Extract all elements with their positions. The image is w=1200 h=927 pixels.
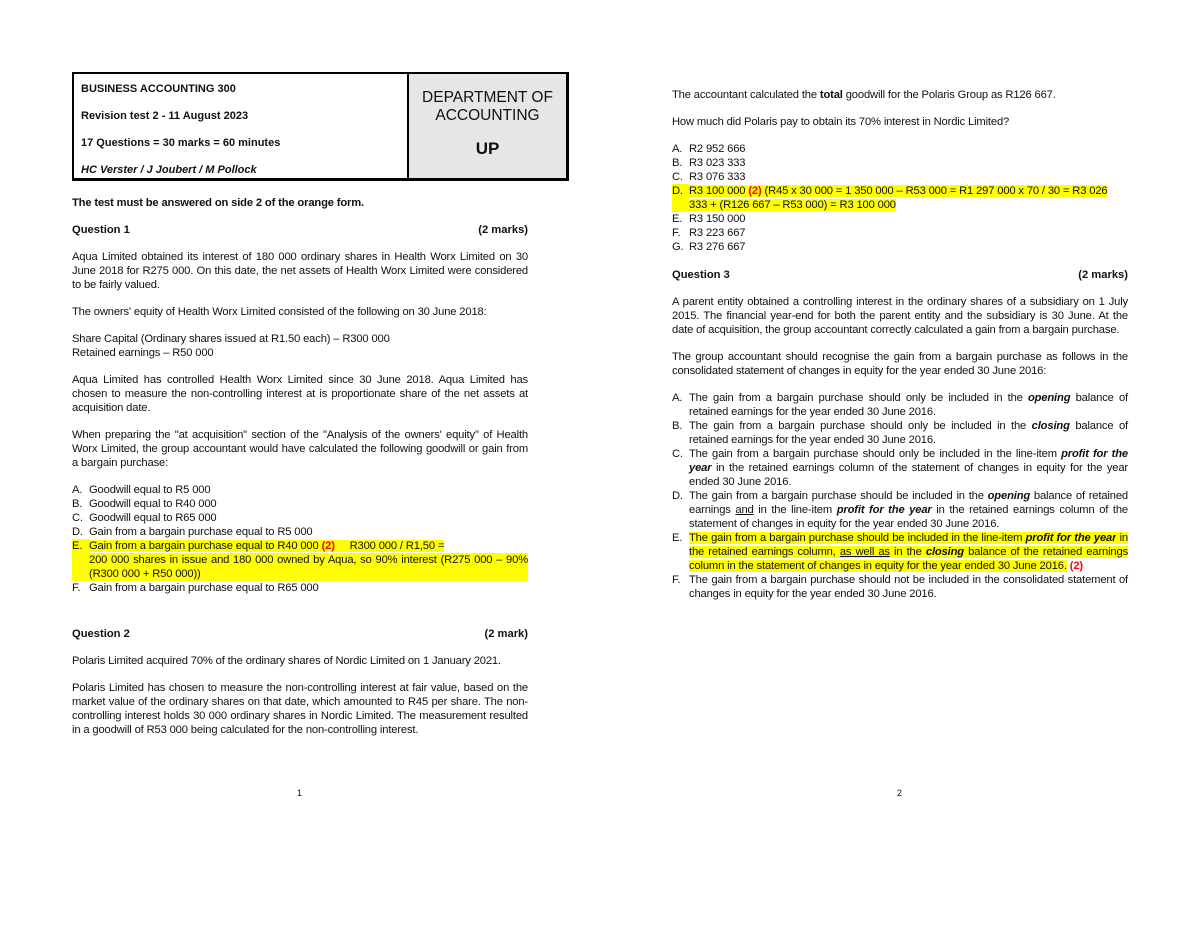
- university-abbrev: UP: [475, 139, 500, 158]
- q1-option-c[interactable]: C. Goodwill equal to R65 000: [72, 512, 217, 524]
- question-2-marks: (2 mark): [484, 628, 528, 640]
- q2-option-g[interactable]: G. R3 276 667: [672, 241, 746, 253]
- q1-line-1: Share Capital (Ordinary shares issued at R1.50 each) – R300 000: [72, 333, 390, 345]
- q3-option-e-mark: (2): [1069, 560, 1083, 572]
- q2-options: [672, 142, 1128, 254]
- instruction: The test must be answered on side 2 of the orange form.: [72, 197, 365, 209]
- department-panel: [409, 74, 566, 178]
- q1-para-2: The owners' equity of Health Worx Limited consisted of the following on 30 June 2018:: [72, 306, 487, 318]
- q1-option-e[interactable]: E. Gain from a bargain purchase equal to R40 000 (2) R300 000 / R1,50 = 200 000 shares in issue and 180 000 owned by Aqua, so 90% interest (R275 000 – 90%(R300 000 + R50 000)): [72, 540, 528, 580]
- q2-para-3: The accountant calculated the total goodwill for the Polaris Group as R126 667.: [672, 89, 1056, 101]
- header-box: [72, 72, 569, 181]
- q2-para-4: How much did Polaris pay to obtain its 70% interest in Nordic Limited?: [672, 116, 1010, 128]
- q1-option-f[interactable]: F. Gain from a bargain purchase equal to R65 000: [72, 582, 319, 594]
- question-3-title: Question 3: [672, 269, 730, 281]
- q3-options: [672, 391, 1128, 601]
- q1-line-2: Retained earnings – R50 000: [72, 347, 214, 359]
- q1-option-e-mark: (2): [321, 540, 335, 552]
- q3-option-b[interactable]: B. The gain from a bargain purchase should only be included in the closing balance of retained earnings for the year ended 30 June 2016.: [672, 420, 1128, 446]
- q2-option-d[interactable]: D. R3 100 000 (2) (R45 x 30 000 = 1 350 000 – R53 000 = R1 297 000 x 70 / 30 = R3 026 333 + (R126 667 – R53 000) = R3 100 000: [672, 185, 1108, 211]
- dept-line-2: ACCOUNTING: [435, 107, 540, 124]
- question-1-header: [72, 223, 528, 237]
- q1-option-e-calc-2: 200 000 shares in issue and 180 000 owned by Aqua, so 90% interest (R275 000 – 90%(R300 000 + R50 000)): [89, 554, 528, 580]
- header-info: [74, 74, 409, 178]
- q3-para-1: A parent entity obtained a controlling interest in the ordinary shares of a subsidiary on 1 July 2015. The financial year-end for both the parent entity and the subsidiary is 30 June. At the date of acquisition, the group accountant correctly calculated a gain from a bargain purchase.: [672, 296, 1128, 336]
- q2-option-f[interactable]: F. R3 223 667: [672, 227, 746, 239]
- q1-option-e-calc-1: R300 000 / R1,50 =: [349, 540, 445, 552]
- q3-option-e[interactable]: E. The gain from a bargain purchase should be included in the line-item profit for the year in the retained earnings column, as well as in the closing balance of the retained earnings column in the statement of changes in equity for the year ended 30 June 2016. (2): [672, 532, 1129, 572]
- q2-option-a[interactable]: A. R2 952 666: [672, 143, 746, 155]
- question-1: [72, 223, 528, 595]
- question-2-continued: [672, 88, 1128, 254]
- questions-summary: 17 Questions = 30 marks = 60 minutes: [81, 137, 281, 149]
- q2-total-emphasis: total: [819, 89, 843, 101]
- q3-para-2: The group accountant should recognise the gain from a bargain purchase as follows in the consolidated statement of changes in equity for the year ended 30 June 2016:: [672, 351, 1128, 377]
- q2-option-b[interactable]: B. R3 023 333: [672, 157, 746, 169]
- q2-para-1: Polaris Limited acquired 70% of the ordinary shares of Nordic Limited on 1 January 2021.: [72, 655, 501, 667]
- question-2: [72, 627, 528, 737]
- q1-para-4: When preparing the "at acquisition" section of the "Analysis of the owners' equity" of Health Worx Limited, the group accountant would have calculated the following goodwill or gain from a bargain purchase:: [72, 429, 528, 469]
- q2-option-c[interactable]: C. R3 076 333: [672, 171, 746, 183]
- q1-options: [72, 483, 528, 595]
- question-2-header: [72, 627, 528, 641]
- course-title: BUSINESS ACCOUNTING 300: [81, 83, 236, 95]
- page-number-1: 1: [297, 788, 303, 798]
- question-2-title: Question 2: [72, 628, 130, 640]
- q3-option-d[interactable]: D. The gain from a bargain purchase should be included in the opening balance of retained earnings and in the line-item profit for the year in the retained earnings column of the statement of changes in equity for the year ended 30 June 2016.: [672, 490, 1128, 530]
- q2-option-d-mark: (2): [748, 185, 762, 197]
- question-1-title: Question 1: [72, 224, 130, 236]
- question-3-header: [672, 268, 1128, 282]
- q1-para-3: Aqua Limited has controlled Health Worx Limited since 30 June 2018. Aqua Limited has chosen to measure the non-controlling interest at is proportionate share of the net assets at acquisition date.: [72, 374, 528, 414]
- question-3-marks: (2 marks): [1078, 269, 1128, 281]
- q1-option-a[interactable]: A. Goodwill equal to R5 000: [72, 484, 211, 496]
- q2-para-2: Polaris Limited has chosen to measure the non-controlling interest at fair value, based on the market value of the ordinary shares on that date, which amounted to R45 per share. The non-controlling interest holds 30 000 ordinary shares in Nordic Limited. The measurement resulted in a goodwill of R53 000 being calculated for the non-controlling interest.: [72, 682, 528, 736]
- q2-option-d-text: R3 100 000: [689, 185, 746, 197]
- q1-option-d[interactable]: D. Gain from a bargain purchase equal to R5 000: [72, 526, 313, 538]
- question-1-marks: (2 marks): [478, 224, 528, 236]
- page-number-2: 2: [897, 788, 903, 798]
- q3-option-a[interactable]: A. The gain from a bargain purchase should only be included in the opening balance of retained earnings for the year ended 30 June 2016.: [672, 392, 1128, 418]
- q1-option-b[interactable]: B. Goodwill equal to R40 000: [72, 498, 217, 510]
- q2-option-e[interactable]: E. R3 150 000: [672, 213, 746, 225]
- test-title: Revision test 2 - 11 August 2023: [81, 110, 249, 122]
- q2-option-d-calc: (R45 x 30 000 = 1 350 000 – R53 000 = R1 297 000 x 70 / 30 = R3 026 333 + (R126 667 – R53 000) = R3 100 000: [689, 185, 1108, 211]
- q1-para-1: Aqua Limited obtained its interest of 180 000 ordinary shares in Health Worx Limited on 30 June 2018 for R275 000. On this date, the net assets of Health Worx Limited were considered to be fairly valued.: [72, 251, 528, 291]
- question-3: [672, 268, 1128, 601]
- q1-option-e-text: Gain from a bargain purchase equal to R40 000: [89, 540, 319, 552]
- q3-option-c[interactable]: C. The gain from a bargain purchase should only be included in the line-item profit for the year in the retained earnings column of the statement of changes in equity for the year ended 30 June 2016.: [672, 448, 1128, 488]
- q3-option-f[interactable]: F. The gain from a bargain purchase should not be included in the consolidated statement of changes in equity for the year ended 30 June 2016.: [672, 574, 1128, 600]
- authors: HC Verster / J Joubert / M Pollock: [81, 164, 257, 176]
- dept-line-1: DEPARTMENT OF: [422, 89, 553, 106]
- page-2: [600, 0, 1200, 927]
